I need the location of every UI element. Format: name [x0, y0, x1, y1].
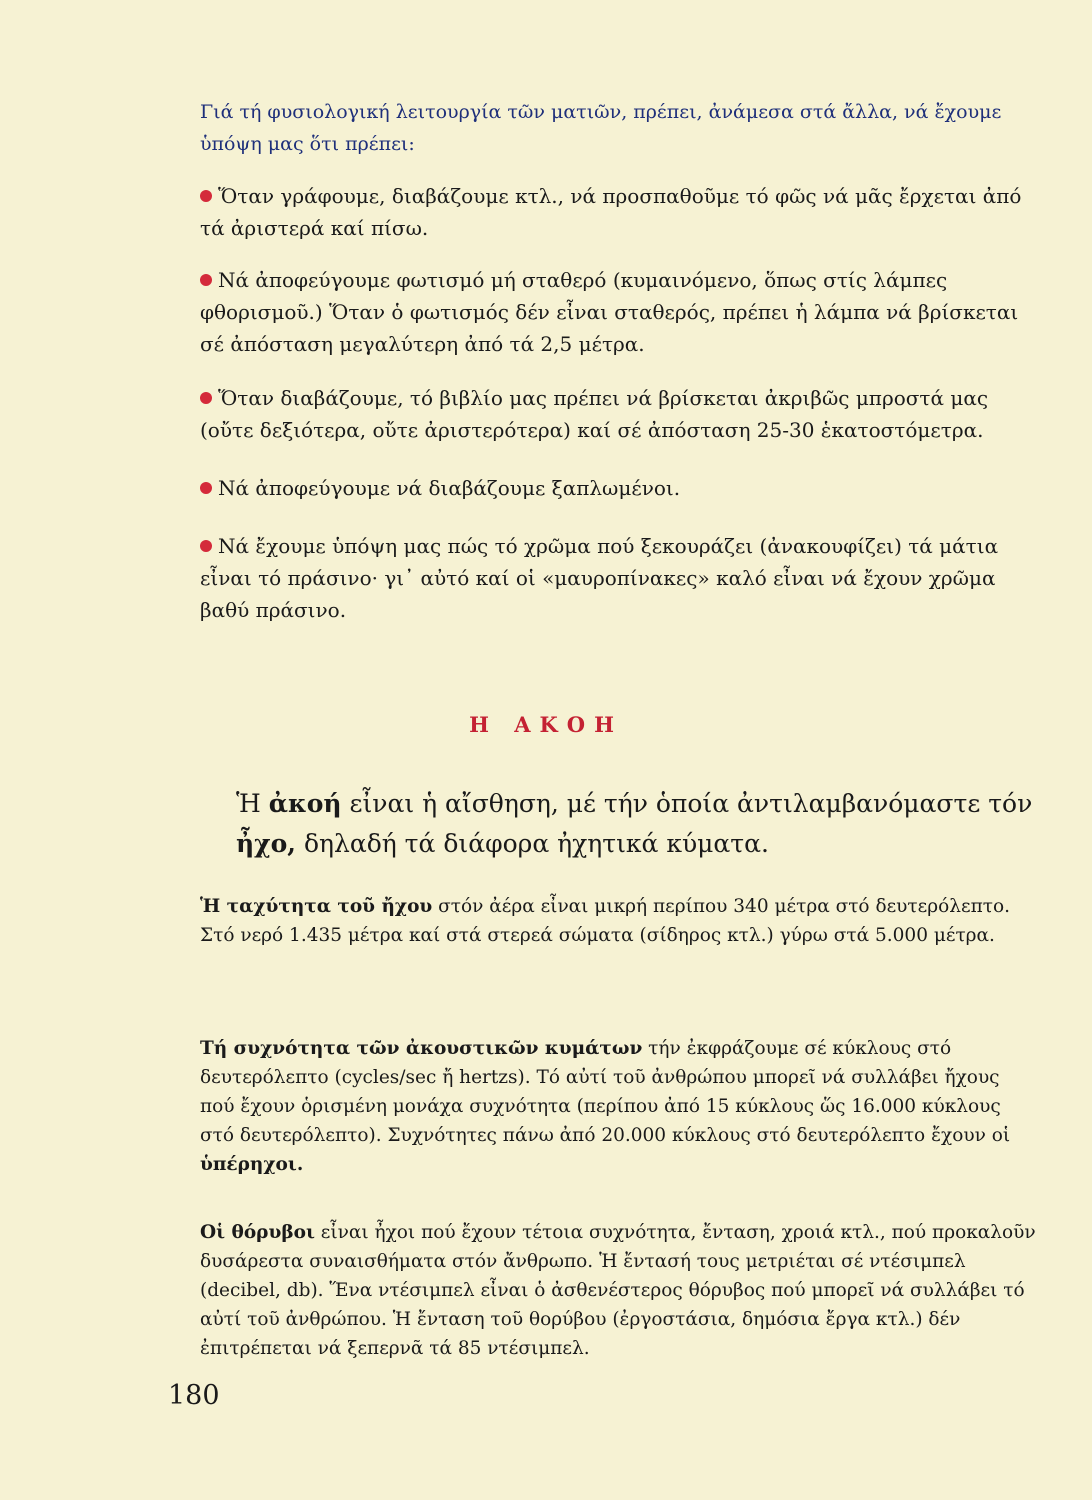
noise-paragraph: Οἱ θόρυβοι εἶναι ἦχοι πού ἔχουν τέτοια συχνότητα, ἔνταση, χροιά κτλ., πού προκαλοῦν δυσάρεστα συναισθήματα στόν ἄνθρωπο. Ἡ ἔντασή τους μετριέται σέ ντέσιμπελ (decibel, db). Ἕνα ντέσιμπελ εἶναι ὁ ἀσθενέστερος θόρυβος πού μπορεῖ νά συλλάβει τό αὐτί τοῦ ἀνθρώπου. Ἡ ἔνταση τοῦ θορύβου (ἐργοστάσια, δημόσια ἔργα κτλ.) δέν ἐπιτρέπεται νά ξεπερνᾶ τά 85 ντέσιμπελ.	[200, 1222, 1036, 1359]
speed-paragraph: Ἡ ταχύτητα τοῦ ἤχου στόν ἀέρα εἶναι μικρή περίπου 340 μέτρα στό δευτερόλεπτο. Στό νερό 1.435 μέτρα καί στά στερεά σώματα (σίδηρος κτλ.) γύρω στά 5.000 μέτρα.	[200, 896, 1010, 946]
bullet-dot-icon	[200, 392, 212, 404]
intro-paragraph: Γιά τή φυσιολογική λειτουργία τῶν ματιῶν, πρέπει, ἀνάμεσα στά ἄλλα, νά ἔχουμε ὑπόψη μας ὅτι πρέπει:	[200, 101, 1002, 155]
frequency-paragraph: Τή συχνότητα τῶν ἀκουστικῶν κυμάτων τήν ἐκφράζουμε σέ κύκλους στό δευτερόλεπτο (cycles/sec ἤ hertzs). Τό αὐτί τοῦ ἀνθρώπου μπορεῖ νά συλλάβει ἤχους πού ἔχουν ὁρισμένη μονάχα συχνότητα (περίπου ἀπό 15 κύκλους ὥς 16.000 κύκλους στό δευτερόλεπτο). Συχνότητες πάνω ἀπό 20.000 κύκλους στό δευτερόλεπτο ἔχουν οἱ ὑπέρηχοι.	[200, 1038, 1011, 1175]
bullet-dot-icon	[200, 190, 212, 202]
bullet-item: Νά ἀποφεύγουμε φωτισμό μή σταθερό (κυμαινόμενο, ὅπως στίς λάμπες φθορισμοῦ.) Ὅταν ὁ φωτισμός δέν εἶναι σταθερός, πρέπει ἡ λάμπα νά βρίσκεται σέ ἀπόσταση μεγαλύτερη ἀπό τά 2,5 μέτρα.	[200, 268, 1019, 356]
section-heading: Η ΑΚΟΗ	[469, 712, 623, 737]
bullet-dot-icon	[200, 540, 212, 552]
bullet-item: Ὅταν γράφουμε, διαβάζουμε κτλ., νά προσπαθοῦμε τό φῶς νά μᾶς ἔρχεται ἀπό τά ἀριστερά καί πίσω.	[200, 184, 1022, 240]
definition-paragraph: Ἡ ἀκοή εἶναι ἡ αἴσθηση, μέ τήν ὁποία ἀντιλαμβανόμαστε τόν ἦχο, δηλαδή τά διάφορα ἠχητικά κύματα.	[236, 789, 1033, 858]
bullet-item: Ὅταν διαβάζουμε, τό βιβλίο μας πρέπει νά βρίσκεται ἀκριβῶς μπροστά μας (οὔτε δεξιότερα, οὔτε ἀριστερότερα) καί σέ ἀπόσταση 25-30 ἑκατοστόμετρα.	[200, 386, 989, 442]
bullet-dot-icon	[200, 482, 212, 494]
bullet-dot-icon	[200, 274, 212, 286]
page-number: 180	[168, 1380, 220, 1411]
bullet-item: Νά ἔχουμε ὑπόψη μας πώς τό χρῶμα πού ξεκουράζει (ἀνακουφίζει) τά μάτια εἶναι τό πράσινο· γι᾿ αὐτό καί οἱ «μαυροπίνακες» καλό εἶναι νά ἔχουν χρῶμα βαθύ πράσινο.	[200, 534, 999, 622]
bullet-item: Νά ἀποφεύγουμε νά διαβάζουμε ξαπλωμένοι.	[200, 472, 1036, 504]
